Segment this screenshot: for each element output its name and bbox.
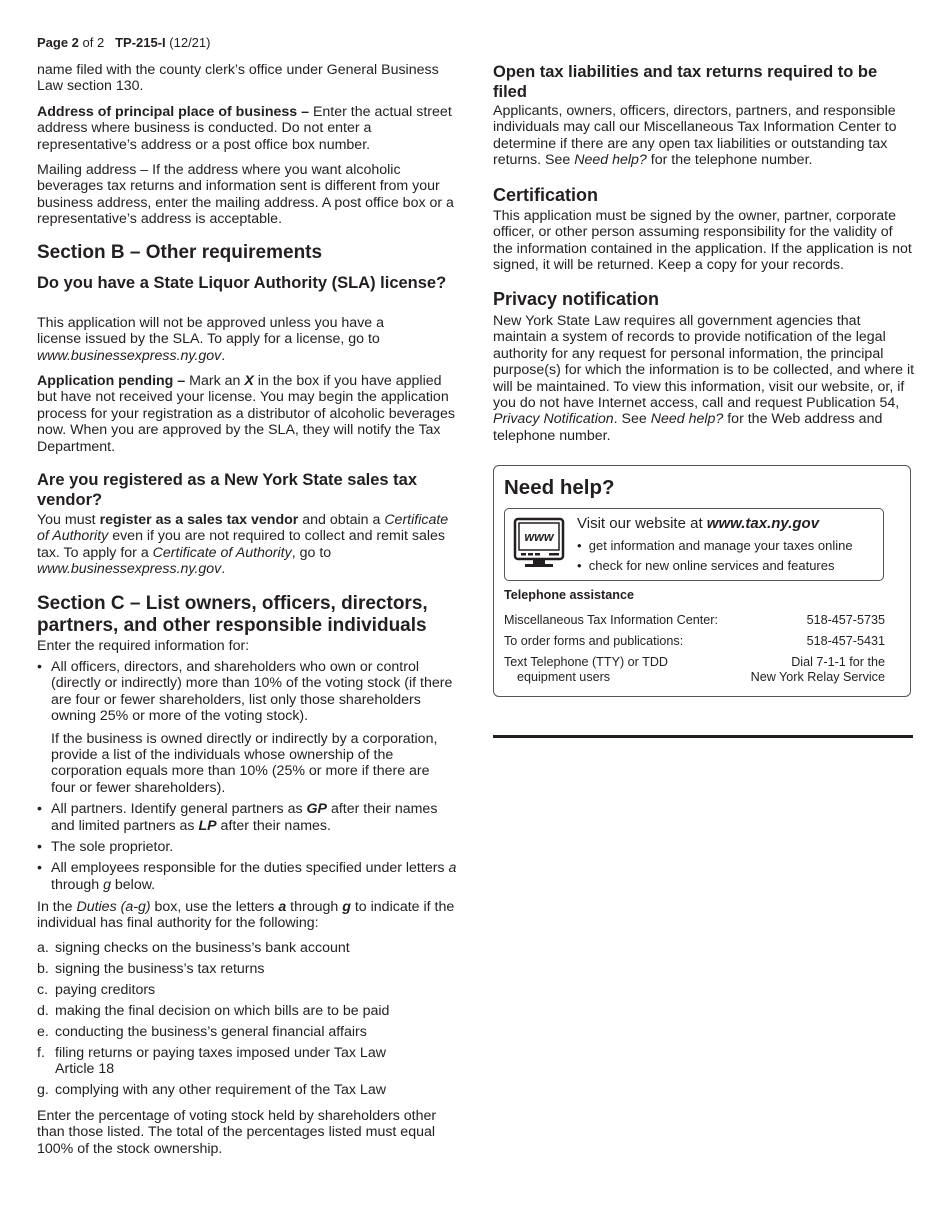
duty-item: f. filing returns or paying taxes imposed under Tax Law Article 18 xyxy=(37,1045,386,1078)
privacy-text: New York State Law requires all government agencies that maintain a system of records to provide notification of the legal authority for any request for personal information, the principal purpose(s) for which the information is to be collected, and where it will be maintained. To view this information, visit our website, or, if you do not have Internet access, call and request Publication 54, Privacy Notification. See Need help? for the Web address and telephone number. xyxy=(493,313,915,444)
tty-row: Text Telephone (TTY) or TDD equipment users Dial 7-1-1 for the New York Relay Service xyxy=(504,655,885,684)
duty-item: c. paying creditors xyxy=(37,982,156,998)
website-bullet: • get information and manage your taxes online xyxy=(577,538,853,553)
duty-item: g. complying with any other requirement of the Tax Law xyxy=(37,1082,386,1099)
application-pending-text: Application pending – Mark an X in the box if you have applied but have not received your license. You may begin the application process for your registration as a distributor of alcoholic beverages now. When you are approved by the SLA, they will notify the Tax Department. xyxy=(37,373,455,455)
open-liabilities-heading: Open tax liabilities and tax returns required to be filed xyxy=(493,63,878,101)
vendor-question: Are you registered as a New York State sales tax vendor? xyxy=(37,471,417,509)
list-item: • The sole proprietor. xyxy=(37,839,174,856)
privacy-heading: Privacy notification xyxy=(493,289,660,309)
page-header xyxy=(37,36,210,50)
duties-list xyxy=(37,940,417,1103)
enter-required-text: Enter the required information for: xyxy=(37,638,250,654)
website-link[interactable]: www.tax.ny.gov xyxy=(706,515,820,532)
page-number: Page 2 xyxy=(37,35,79,50)
need-help-title: Need help? xyxy=(504,476,615,499)
certification-heading: Certification xyxy=(493,185,599,205)
need-help-box: Need help? www Visit our website at www.tax.ny.gov • get information and manage your taxes online • check for new online services and features Telephone assistance Miscellaneous Tax Information Center: 518-457-5735 To order forms and publications: 518-457-5431 Text Telephone (TTY) or TDD equipment users Dial 7-1-1 for the New York Relay Service xyxy=(493,465,911,697)
duty-item: a. signing checks on the business’s bank account xyxy=(37,940,350,956)
form-id: TP-215-I xyxy=(115,35,166,50)
certification-text: This application must be signed by the owner, partner, corporate officer, or other person assuming responsibility for the validity of the information contained in the application. If the application is not signed, it will be returned. Keep a copy for your records. xyxy=(493,208,912,274)
sla-question: Do you have a State Liquor Authority (SLA) license? xyxy=(37,274,447,292)
duties-text: In the Duties (a-g) box, use the letters a through g to indicate if the individual has final authority for the following: xyxy=(37,899,455,932)
mailing-address-text: Mailing address – If the address where you want alcoholic beverages tax returns and information sent is different from your business address, enter the mailing address. A post office box or a representative’s address is acceptable. xyxy=(37,162,454,228)
principal-address-text: Address of principal place of business – Enter the actual street address where business is conducted. Do not enter a representative’s address or a post office box number. xyxy=(37,104,452,153)
computer-monitor-icon xyxy=(513,517,565,569)
vendor-text: You must register as a sales tax vendor and obtain a Certificate of Authority even if you are not required to collect and remit sales tax. To apply for a Certificate of Authority, go to www.businessexpress.ny.gov. xyxy=(37,512,449,578)
duty-item: b. signing the business’s tax returns xyxy=(37,961,265,977)
website-bullet: • check for new online services and features xyxy=(577,558,835,573)
list-item-continuation: If the business is owned directly or indirectly by a corporation, provide a list of the individuals whose ownership of the corporation equals more than 10% (25% or more if there are four or fewer shareholders). xyxy=(51,730,438,796)
sla-text: This application will not be approved unless you have a license issued by the SLA. To apply for a license, go to www.businessexpress.ny.gov. xyxy=(37,315,385,364)
businessexpress-link[interactable]: www.businessexpress.ny.gov xyxy=(37,347,222,364)
list-item: • All employees responsible for the duties specified under letters a through g below. xyxy=(37,860,457,893)
businessexpress-link-2[interactable]: www.businessexpress.ny.gov xyxy=(37,561,222,578)
monitor-www-text: www xyxy=(524,530,554,544)
intro-text: name filed with the county clerk’s office under General Business Law section 130. xyxy=(37,62,439,95)
open-liabilities-text: Applicants, owners, officers, directors, partners, and responsible individuals may call our Miscellaneous Tax Information Center to determine if there are any open tax liabilities or outstanding tax returns. See Need help? for the telephone number. xyxy=(493,103,897,169)
page-count: of 2 xyxy=(82,35,105,50)
responsible-list xyxy=(37,659,457,893)
list-item: • All officers, directors, and shareholders who own or control (directly or indirectly) more than 10% of the voting stock (if there are four or fewer shareholders, list only those shareholders owning 25% or more of the voting stock). xyxy=(37,659,453,725)
section-b-heading: Section B – Other requirements xyxy=(37,242,323,263)
voting-stock-text: Enter the percentage of voting stock held by shareholders other than those listed. The total of the percentages listed must equal 100% of the stock ownership. xyxy=(37,1108,437,1157)
website-box xyxy=(504,508,884,581)
list-item: • All partners. Identify general partners as GP after their names and limited partners as LP after their names. xyxy=(37,801,438,834)
duty-item: e. conducting the business’s general financial affairs xyxy=(37,1024,367,1040)
phone-number: 518-457-5735 xyxy=(806,613,885,627)
duty-item: d. making the final decision on which bills are to be paid xyxy=(37,1003,390,1019)
section-c-heading: Section C – List owners, officers, directors, partners, and other responsible individuals xyxy=(37,593,428,636)
website-lead: Visit our website at www.tax.ny.gov xyxy=(577,515,820,532)
phone-number: 518-457-5431 xyxy=(806,634,885,648)
form-revision: (12/21) xyxy=(169,35,211,50)
telephone-assistance-heading: Telephone assistance xyxy=(504,588,634,602)
section-divider xyxy=(493,735,913,738)
